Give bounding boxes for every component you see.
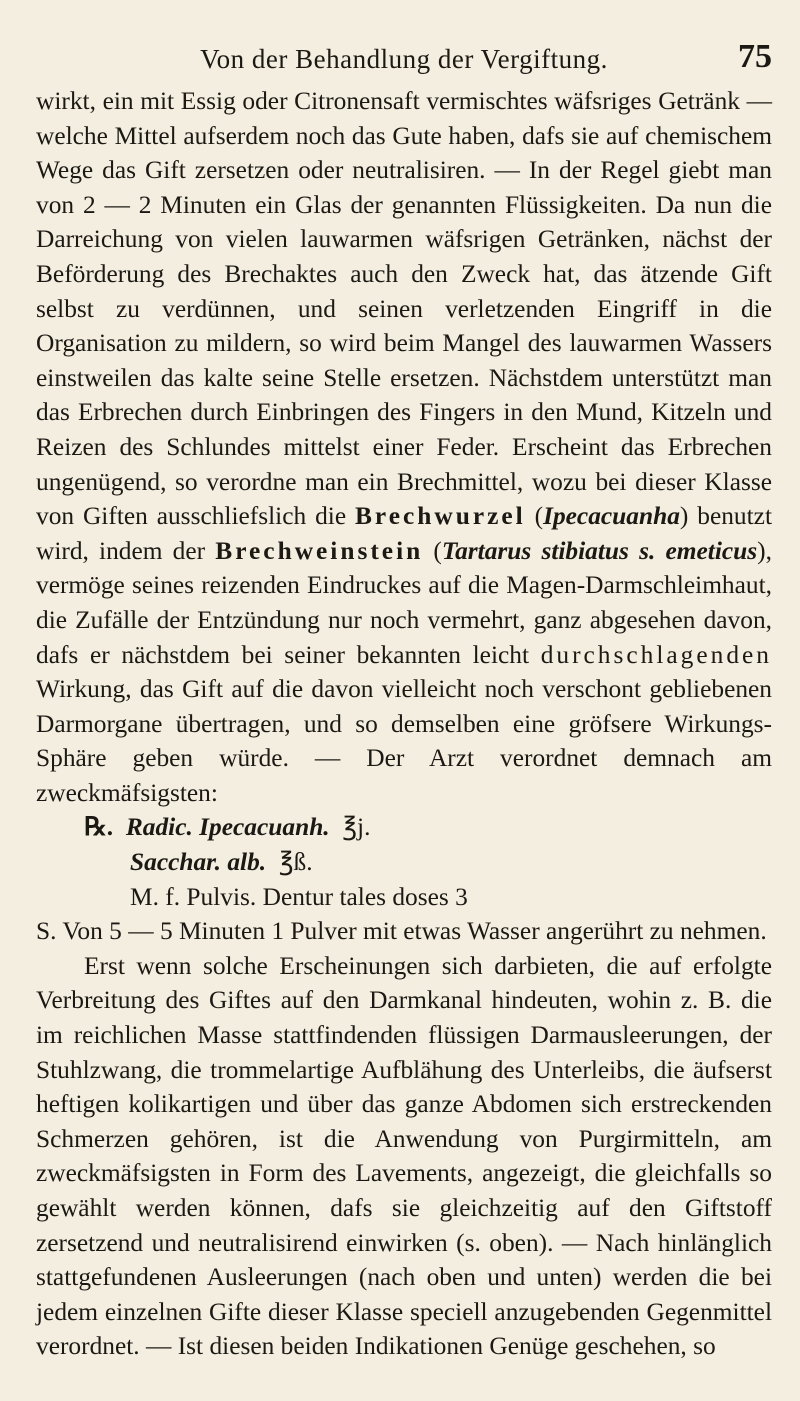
page-number: 75 — [738, 38, 772, 75]
paragraph-2: Erst wenn solche Erscheinungen sich darbieten, die auf erfolgte Verbreitung des Giftes auf den Darmkanal hindeuten, wohin z. B. die im reichlichen Masse stattfindenden flüssigen Darmausleerungen, der Stuhlzwang, die trommelartige Aufblähung des Unterleibs, die äufserst heftigen kolikartigen und über das ganze Abdomen sich erstreckenden Schmerzen gehören, ist die Anwendung von Purgirmitteln, am zweckmäfsigsten in Form des Lavements, angezeigt, die gleichfalls so gewählt werden können, dafs sie gleichzeitig auf den Giftstoff zersetzend und neutralisirend einwirken (s. oben). — Nach hinlänglich stattgefundenen Ausleerungen (nach oben und unten) werden die bei jedem einzelnen Gifte dieser Klasse speciell anzugebenden Gegenmittel verordnet. — Ist diesen beiden Indikationen Genüge geschehen, so — [36, 951, 772, 1361]
prescription-drug: Radic. Ipecacuanh. — [125, 813, 330, 842]
text-run: ( — [525, 502, 544, 531]
running-head — [36, 38, 772, 84]
text-run: wirkt, ein mit Essig oder Citronensaft vermischtes wäfsriges Getränk — welche Mittel aufserdem noch das Gute haben, dafs sie auf chemischem Wege das Gift zersetzen oder neutralisiren. — In der Regel giebt man von 2 — 2 Minuten ein Glas der genannten Flüssigkeiten. Da nun die Darreichung von vielen lauwarmen wäfsrigen Getränken, nächst der Beförderung des Brechaktes auch den Zweck hat, das ätzende Gift selbst zu verdünnen, und seinen verletzenden Eingriff in die Organisation zu mildern, so wird beim Mangel des lauwarmen Wassers einstweilen das kalte seine Stelle ersetzen. Nächstdem unterstützt man das Erbrechen durch Einbringen des Fingers in den Mund, Kitzeln und Reizen des Schlundes mittelst einer Feder. Erscheint das Erbrechen ungenügend, so verordne man ein Brechmittel, wozu bei dieser Klasse von Giften ausschliefslich die — [36, 87, 772, 531]
prescription-dose: ℥ß. — [278, 848, 313, 877]
paragraph-1 — [36, 84, 772, 810]
term-brechweinstein: Brechweinstein — [215, 536, 424, 565]
term-ipecacuanha: Ipecacuanha — [543, 502, 680, 531]
term-durchschlagend: durchschlagenden — [540, 640, 772, 669]
prescription-instruction: M. f. Pulvis. Dentur tales doses 3 — [130, 882, 468, 911]
prescription — [84, 810, 772, 914]
prescription-signature: S. Von 5 — 5 Minuten 1 Pulver mit etwas Wasser angerührt zu nehmen. — [36, 917, 767, 946]
prescription-drug: Sacchar. alb. — [130, 848, 267, 877]
prescription-dose: ℥j. — [342, 813, 371, 842]
prescription-line — [84, 880, 772, 915]
recipe-symbol: ℞. — [84, 813, 114, 842]
text-run: ( — [423, 536, 442, 565]
term-tartarus: Tartarus stibiatus s. emeticus — [441, 536, 758, 565]
body-text — [36, 84, 772, 1364]
text-run: ), vermöge seines reizenden Eindruckes auf die Magen-Darmschleimhaut, die Zufälle der Entzündung nur noch vermehrt, ganz abgesehen davon, dafs er nächstdem bei seiner bekannten leicht — [36, 536, 772, 669]
text-run: Wirkung, das Gift auf die davon vielleicht noch verschont gebliebenen Darmorgane übertragen, und so demselben eine gröfsere Wirkungs-Sphäre geben würde. — Der Arzt verordnet demnach am zweckmäfsigsten: — [36, 675, 772, 807]
prescription-line — [84, 810, 772, 845]
prescription-line — [84, 845, 772, 880]
text-run: ) benutzt wird, indem der — [36, 502, 772, 565]
term-brechwurzel: Brechwurzel — [355, 502, 526, 531]
running-title: Von der Behandlung der Vergiftung. — [200, 44, 608, 74]
